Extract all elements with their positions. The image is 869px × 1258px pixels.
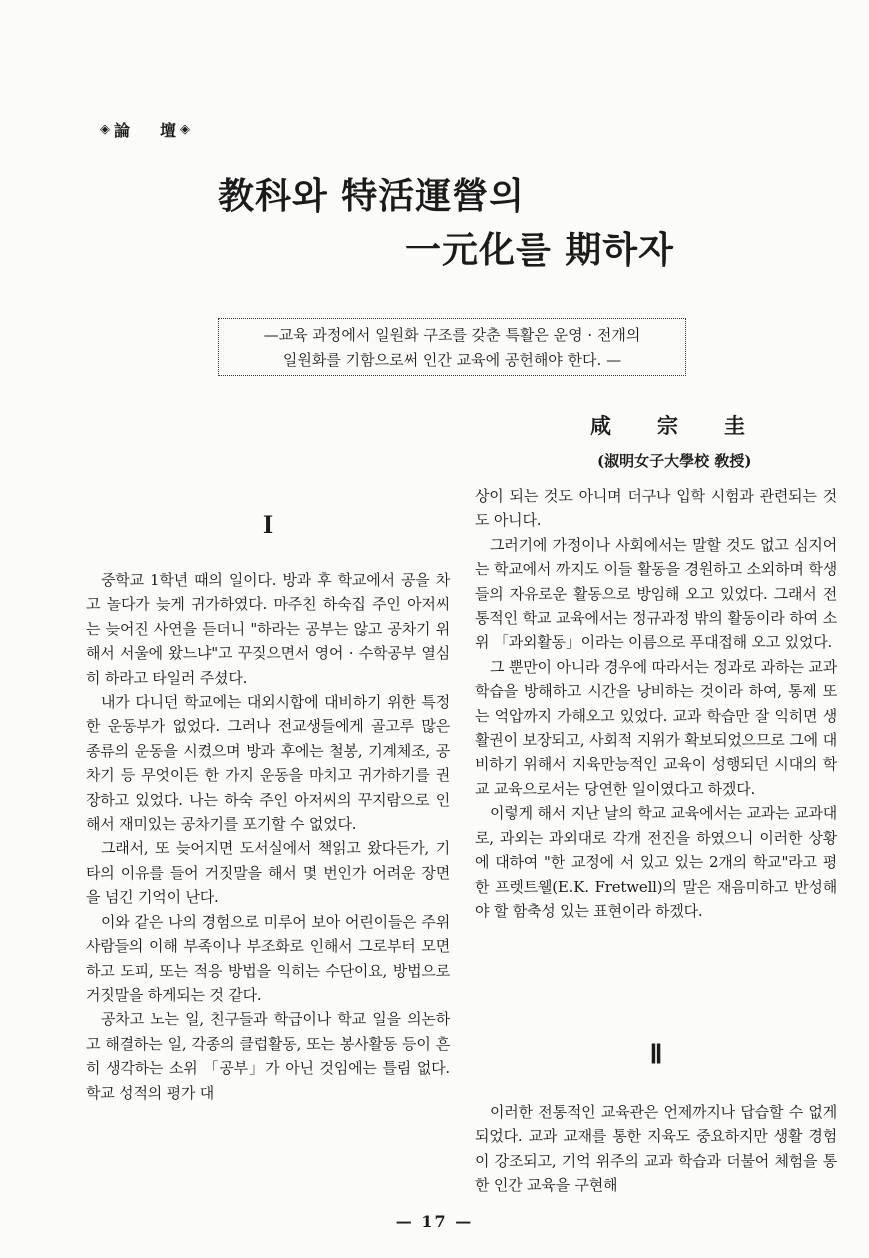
author-name: 咸宗圭: [590, 413, 791, 438]
section-heading-2: Ⅱ: [649, 1040, 663, 1069]
page-number: — 17 —: [395, 1212, 474, 1231]
paragraph: 그러기에 가정이나 사회에서는 말할 것도 없고 심지어는 학교에서 까지도 이들 활동을 경원하고 소외하며 학생들의 자유로운 활동으로 방임해 오고 있었다. 그래서 전통적인 학교 교육에서는 정규과정 밖의 활동이라 하여 소위 「과외활동」이라는 이름으로 푸대접해 오고 있었다.: [475, 535, 837, 652]
diamond-icon: ◈: [100, 122, 110, 137]
article-title-line-1: 教科와 特活運營의: [218, 175, 526, 217]
right-column-bottom: [475, 1100, 837, 1198]
article-title-line-2: 一元化를 期하자: [405, 229, 674, 271]
section-label-2: 壇: [160, 121, 177, 140]
paragraph: 이와 같은 나의 경험으로 미루어 보아 어린이들은 주위 사람들의 이해 부족이나 부조화로 인해서 그로부터 모면하고 도피, 또는 적응 방법을 익히는 수단이요, 방법으로 거짓말을 하게되는 것 같다.: [86, 912, 450, 1004]
section-heading-1: I: [262, 510, 274, 539]
subtitle-line-2: 일원화를 기함으로써 인간 교육에 공헌해야 한다. —: [282, 351, 622, 369]
diamond-icon: ◈: [180, 122, 191, 137]
left-column: [86, 568, 450, 1105]
subtitle-box: [218, 318, 686, 376]
section-label-1: 論: [114, 121, 131, 140]
paragraph: 그 뿐만이 아니라 경우에 따라서는 정과로 과하는 교과 학습을 방해하고 시간을 낭비하는 것이라 하여, 통제 또는 억압까지 가해오고 있었다. 교과 학습만 잘 익히면 생활권이 보장되고, 사회적 지위가 확보되었으므로 그에 대비하기 위해서 지육만능적인 교육이 성행되던 시대의 학교 교육으로서는 당연한 일이였다고 하겠다.: [475, 657, 837, 798]
paragraph: 그래서, 또 늦어지면 도서실에서 책읽고 왔다든가, 기타의 이유를 들어 거짓말을 해서 몇 번인가 어려운 장면을 넘긴 기억이 난다.: [86, 839, 450, 907]
paragraph: 이렇게 해서 지난 날의 학교 교육에서는 교과는 교과대로, 과외는 과외대로 각개 전진을 하였으니 이러한 상황에 대하여 "한 교정에 서 있고 있는 2개의 학교"라고 평한 프렛트웰(E.K. Fretwell)의 말은 재음미하고 반성해야 할 함축성 있는 표현이라 하겠다.: [475, 804, 837, 920]
paragraph: 내가 다니던 학교에는 대외시합에 대비하기 위한 특정한 운동부가 없었다. 그러나 전교생들에게 골고루 많은 종류의 운동을 시켰으며 방과 후에는 철봉, 기계체조, 공차기 등 무엇이든 한 가지 운동을 마치고 귀가하기를 권장하고 있었다. 나는 하숙 주인 아저씨의 꾸지람으로 인해서 재미있는 공차기를 포기할 수 없었다.: [86, 693, 450, 834]
author-affiliation: (淑明女子大學校 敎授): [597, 452, 752, 470]
paragraph: 이러한 전통적인 교육관은 언제까지나 답습할 수 없게 되었다. 교과 교재를 통한 지육도 중요하지만 생활 경험이 강조되고, 기억 위주의 교과 학습과 더불어 체험을 통한 인간 교육을 구현해: [475, 1103, 837, 1195]
paragraph: 공차고 노는 일, 친구들과 학급이나 학교 일을 의논하고 해결하는 일, 각종의 클럽활동, 또는 봉사활동 등이 흔히 생각하는 소위 「공부」가 아닌 것임에는 틀림 없다. 학교 성적의 평가 대: [86, 1010, 450, 1102]
paragraph: 중학교 1학년 때의 일이다. 방과 후 학교에서 공을 차고 놀다가 늦게 귀가하였다. 마주친 하숙집 주인 아저씨는 늦어진 사연을 듣더니 "하라는 공부는 않고 공차기 위해서 서울에 왔느냐"고 꾸짖으면서 영어 · 수학공부 열심히 하라고 타일러 주셨다.: [86, 571, 450, 687]
right-column-top: [475, 484, 837, 923]
paragraph: 상이 되는 것도 아니며 더구나 입학 시험과 관련되는 것도 아니다.: [475, 487, 837, 530]
subtitle-line-1: —교육 과정에서 일원화 구조를 갖춘 특활은 운영 · 전개의: [263, 326, 641, 344]
section-tag: [100, 118, 190, 141]
